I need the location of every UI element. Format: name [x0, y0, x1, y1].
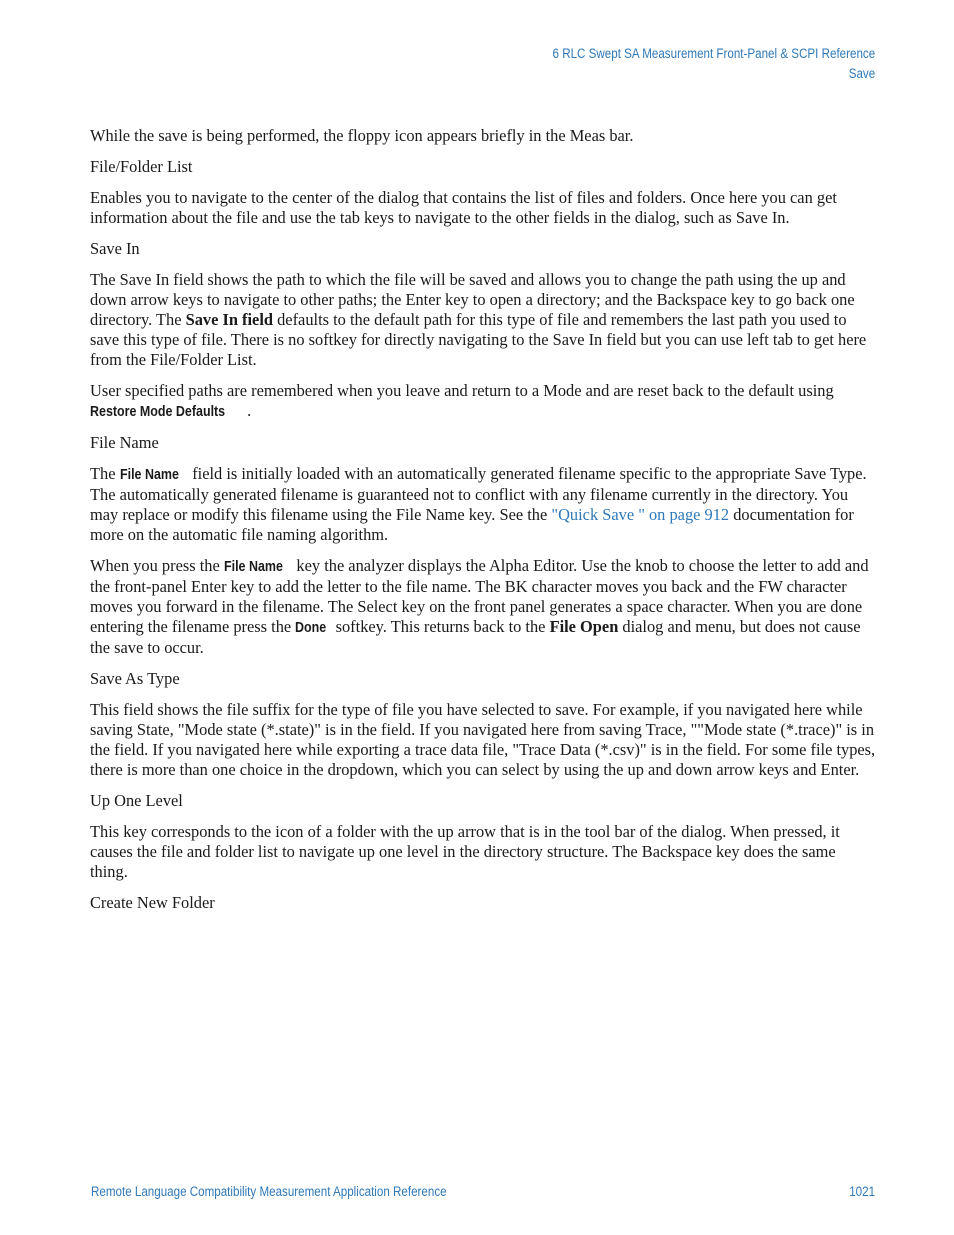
- page-footer: [91, 1182, 875, 1202]
- quick-save-link[interactable]: "Quick Save " on page 912: [551, 505, 730, 524]
- heading-file-name: File Name: [90, 433, 159, 452]
- text-run: documentation for more on the automatic file naming algorithm.: [90, 505, 854, 544]
- heading-save-in: Save In: [90, 239, 140, 258]
- bold-save-in-field: Save In field: [185, 310, 274, 329]
- paragraph-alpha-editor: [90, 556, 876, 658]
- paragraph-save-as-type: This field shows the file suffix for the type of file you have selected to save. For example, if you navigated here while saving State, "Mode state (*.state)" is in the field. If you navigated here from saving Trace, ""Mode state (*.trace)" is in the field. If you navigated here while exporting a trace data file, "Trace Data (*.csv)" is in the field. For some file types, there is more than one choice in the dropdown, which you can select by using the up and down arrow keys and Enter.: [90, 700, 876, 779]
- running-header: [552, 44, 875, 83]
- page-body: [90, 126, 876, 924]
- header-chapter: 6 RLC Swept SA Measurement Front-Panel & SCPI Reference: [552, 46, 875, 61]
- heading-up-one-level: Up One Level: [90, 791, 183, 810]
- paragraph-file-name: [90, 464, 876, 545]
- paragraph-save-in: [90, 270, 876, 370]
- heading-create-new-folder: Create New Folder: [90, 893, 215, 912]
- text-run: The Save In field shows the path to which the file will be saved and allows you to change the path using the up and down arrow keys to navigate to other paths; the Enter key to open a directory; and the Backspace key to go back one directory. The: [90, 270, 855, 329]
- header-section: Save: [848, 65, 875, 81]
- paragraph-up-one-level: This key corresponds to the icon of a folder with the up arrow that is in the tool bar of the dialog. When pressed, it causes the file and folder list to navigate up one level in the directory structure. The Backspace key does the same thing.: [90, 822, 840, 881]
- paragraph-file-folder-list: Enables you to navigate to the center of the dialog that contains the list of files and folders. Once here you can get information about the file and use the tab keys to navigate to the other fields in the dialog, such as Save In.: [90, 188, 837, 227]
- text-run: field is initially loaded with an automatically generated filename specific to the appropriate Save Type. The automatically generated filename is guaranteed not to conflict with any filename currently in the directory. You may replace or modify this filename using the File Name key. See the: [90, 464, 867, 524]
- heading-file-folder-list: File/Folder List: [90, 157, 193, 176]
- text-run: .: [247, 401, 252, 420]
- text-run: dialog and menu, but does not cause the save to occur.: [90, 617, 861, 657]
- text-run: User specified paths are remembered when you leave and return to a Mode and are reset back to the default using: [90, 381, 834, 400]
- text-run: key the analyzer displays the Alpha Editor. Use the knob to choose the letter to add and the front-panel Enter key to add the letter to the file name. The BK character moves you back and the FW character moves you forward in the filename. The Select key on the front panel generates a space character. When you are done entering the filename press the: [90, 556, 869, 636]
- key-done: Done: [295, 620, 327, 636]
- bold-file-open: File Open: [549, 617, 619, 636]
- key-file-name: File Name: [119, 467, 179, 483]
- key-restore-mode-defaults: Restore Mode Defaults: [90, 404, 226, 420]
- text-run: defaults to the default path for this type of file and remembers the last path you used to save this type of file. There is no softkey for directly navigating to the Save In field but you can use left tab to get here from the File/Folder List.: [90, 310, 867, 369]
- text-run: When you press the: [90, 556, 224, 575]
- key-file-name: File Name: [223, 559, 283, 575]
- page-number: 1021: [849, 1184, 875, 1199]
- text-run: softkey. This returns back to the: [331, 617, 550, 636]
- paragraph-save-performed: While the save is being performed, the floppy icon appears briefly in the Meas bar.: [90, 126, 634, 145]
- footer-title: Remote Language Compatibility Measurement Application Reference: [91, 1184, 447, 1199]
- heading-save-as-type: Save As Type: [90, 669, 180, 688]
- text-run: The: [90, 464, 120, 483]
- paragraph-user-paths: [90, 381, 876, 422]
